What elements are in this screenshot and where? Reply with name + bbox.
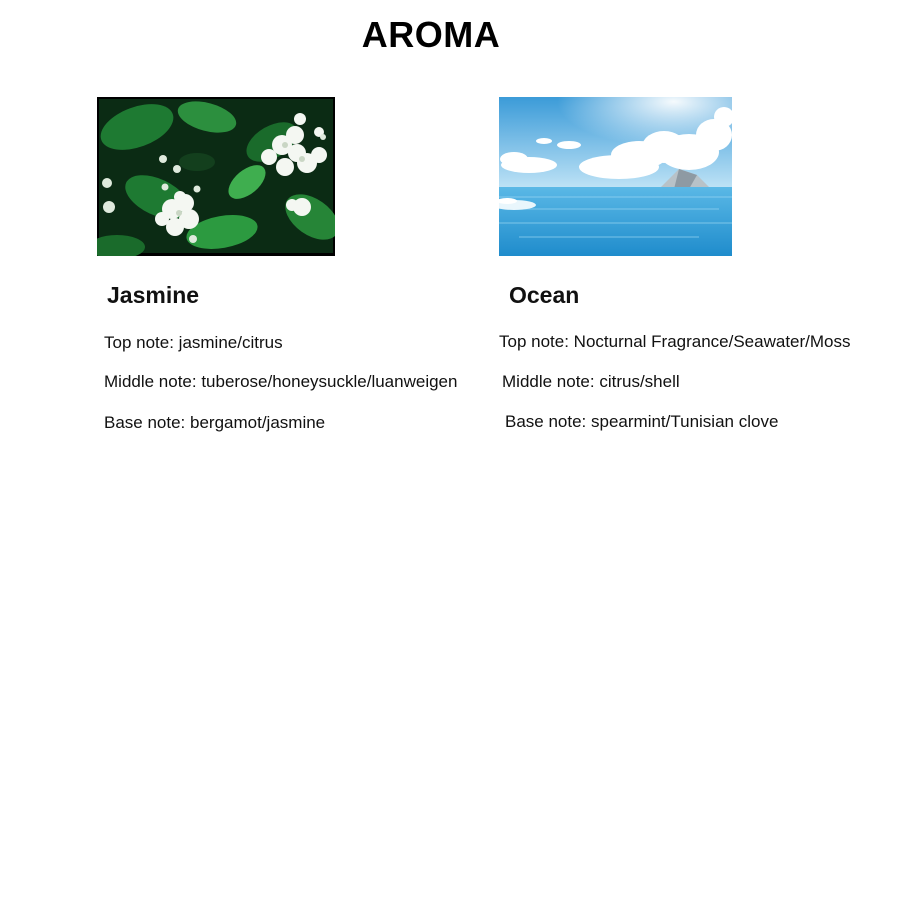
- ocean-sky-icon: [499, 97, 732, 256]
- page-title: AROMA: [361, 14, 501, 55]
- aroma-name-ocean: Ocean: [509, 282, 580, 308]
- jasmine-middle-note-clip: [104, 372, 478, 392]
- jasmine-middle-note: Middle note: tuberose/honeysuckle/luanweigen: [104, 372, 458, 391]
- jasmine-flowers-icon: [97, 97, 335, 256]
- ocean-middle-note: Middle note: citrus/shell: [502, 372, 680, 391]
- jasmine-top-note: Top note: jasmine/citrus: [104, 333, 283, 352]
- ocean-top-note: Top note: Nocturnal Fragrance/Seawater/Moss: [499, 332, 851, 351]
- ocean-photo: [499, 97, 732, 256]
- aroma-name-jasmine: Jasmine: [107, 282, 200, 308]
- ocean-base-note: Base note: spearmint/Tunisian clove: [505, 412, 779, 431]
- jasmine-photo: [97, 97, 335, 256]
- jasmine-base-note: Base note: bergamot/jasmine: [104, 413, 326, 432]
